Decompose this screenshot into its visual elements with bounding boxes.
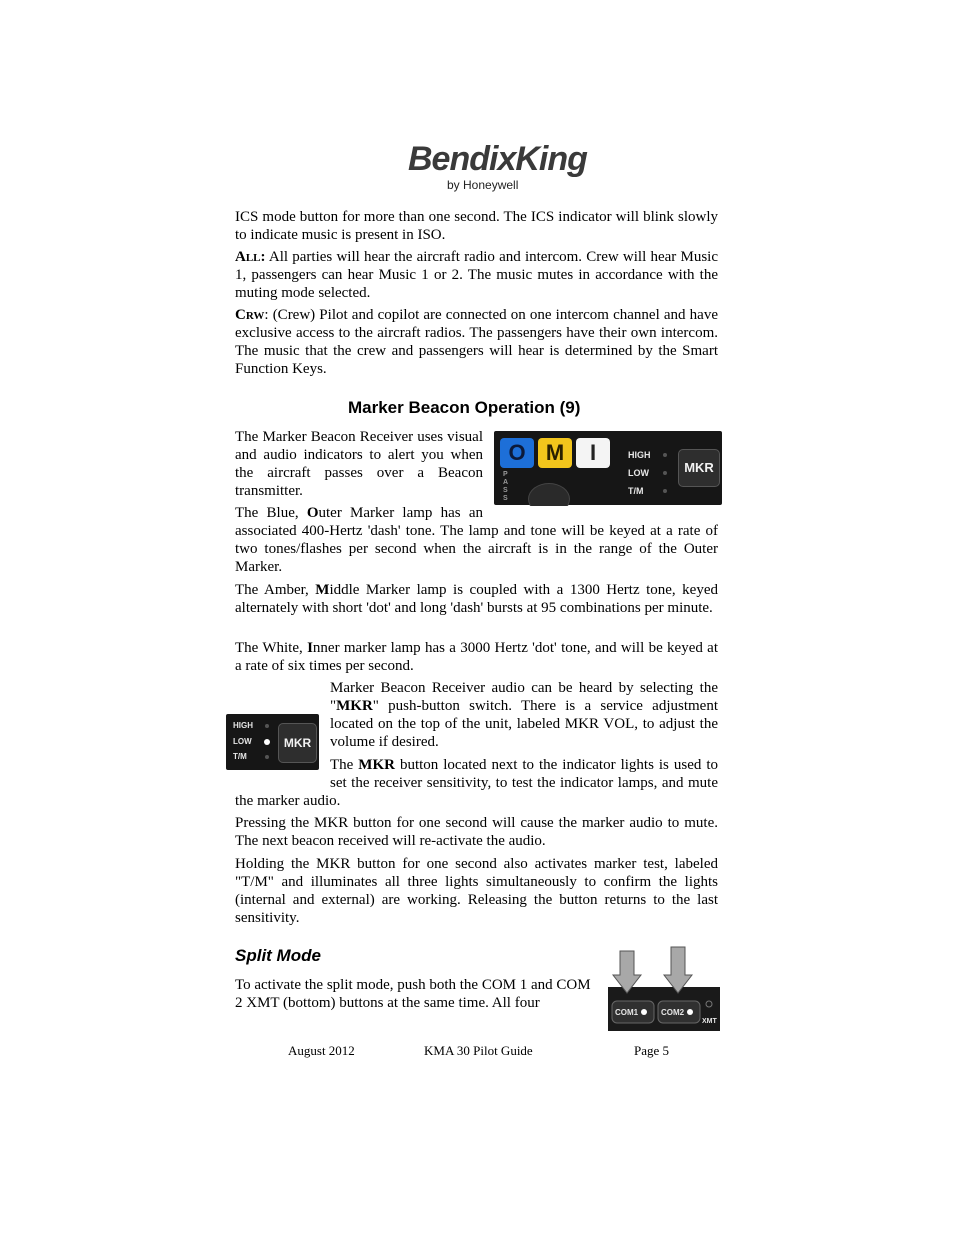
mkr-button-c: button located next to the indicator lights is used to set the receiver sensitivity, to test the indicator lamps, and mute the marker audio. [235,757,718,809]
mute-text: Pressing the MKR button for one second will cause the marker audio to mute. The next beacon received will re-activate the audio. [235,815,718,849]
inner-text-c: nner marker lamp has a 3000 Hertz 'dot' tone, and will be keyed at a rate of six times per second. [235,640,718,674]
mkr-select-c: " push-button switch. There is a service adjustment located on the top of the unit, labeled MKR VOL, to adjust the volume if desired. [330,698,718,750]
middle-lamp-letter: M [545,440,565,465]
inner-marker-paragraph [235,639,718,675]
tm-label: T/M [628,486,644,496]
logo-wordmark: BendixKing [408,140,587,178]
crew-mode-paragraph [235,306,718,378]
bendixking-logo [408,140,587,196]
outer-letter: O [306,505,319,521]
mkr-button-b: MKR [358,757,395,773]
mkr-button [678,449,720,487]
all-mode-paragraph [235,248,718,302]
wrap-spacer-3 [235,756,330,792]
inner-text-a: The White, [235,640,308,656]
outer-marker-paragraph [235,504,718,576]
mkr-select-paragraph [235,679,718,751]
inner-letter: I [307,640,313,656]
pass-label: PASS [503,471,509,502]
mkr-button-label: MKR [684,460,714,475]
footer-date: August 2012 [288,1043,355,1058]
xmt-label: XMT [702,1018,717,1025]
crew-mode-label: Crw [235,307,265,323]
com-buttons-image [608,945,720,1031]
inner-marker-lamp [576,438,610,468]
small-low-label: LOW [233,737,252,746]
split-mode-heading: Split Mode [235,946,321,965]
small-tm-label: T/M [233,752,247,761]
small-high-label: HIGH [233,721,253,730]
all-mode-text: All parties will hear the aircraft radio and intercom. Crew will hear Music 1, passengers can hear Music 1 or 2. The music mutes in accordance with the muting mode selected. [235,249,718,301]
com2-arrow-icon [664,947,692,993]
middle-text-c: iddle Marker lamp is coupled with a 1300 Hertz tone, keyed alternately with short 'dot' and long 'dash' bursts at 95 combinations per minute. [235,582,718,616]
high-indicator-dot [663,453,667,457]
footer-page: Page 5 [634,1043,670,1058]
inner-lamp-letter: I [589,440,597,465]
tm-indicator-dot [663,489,667,493]
mkr-select-b: MKR [336,698,373,714]
outer-marker-lamp [500,438,534,468]
middle-marker-paragraph [235,581,718,617]
marker-beacon-heading: Marker Beacon Operation (9) [348,398,581,417]
footer-title: KMA 30 Pilot Guide [424,1043,533,1058]
marker-lamp-panel-image [494,431,722,505]
small-mkr-label: MKR [283,736,312,750]
split-mode-paragraph [235,976,600,1012]
marker-intro-paragraph [235,428,483,500]
outer-text-c: uter Marker lamp has an associated 400-Hertz 'dash' tone. The lamp and tone will be keyed at a rate of two tones/flashes per second when the aircraft is in the range of the Outer Marker. [235,505,718,575]
high-label: HIGH [628,450,651,460]
mkr-button-a: The [330,757,359,773]
wrap-spacer [483,504,718,522]
outer-lamp-letter: O [508,440,526,465]
intro-text: ICS mode button for more than one second. The ICS indicator will blink slowly to indicate music is present in ISO. [235,209,718,243]
split-mode-text: To activate the split mode, push both the COM 1 and COM 2 XMT (bottom) buttons at the same time. All four [235,977,591,1011]
all-mode-label: All: [235,249,266,265]
mkr-button-paragraph [235,756,718,810]
marker-intro-text: The Marker Beacon Receiver uses visual and audio indicators to alert you when the aircraft passes over a Beacon transmitter. [235,429,483,499]
com2-dot-icon [687,1009,693,1015]
middle-text-a: The Amber, [235,582,316,598]
com1-dot-icon [641,1009,647,1015]
logo-subtitle: by Honeywell [447,178,519,192]
mute-paragraph [235,814,718,850]
low-indicator-dot [663,471,667,475]
low-label: LOW [628,468,649,478]
mkr-select-a: Marker Beacon Receiver audio can be heard by selecting the " [330,680,718,714]
intro-paragraph [235,208,718,244]
crew-mode-text: : (Crew) Pilot and copilot are connected on one intercom channel and have exclusive access to the aircraft radios. The passengers have their own intercom. The music that the crew and passengers will hear is determined by the Smart Function Keys. [235,307,718,377]
middle-letter: M [315,582,330,598]
marker-test-text: Holding the MKR button for one second also activates marker test, labeled "T/M" and illuminates all three lights simultaneously to confirm the lights (internal and external) are working. Releasing the button returns to the last sensitivity. [235,856,718,926]
com1-arrow-icon [613,951,641,993]
com1-label: COM1 [615,1008,639,1017]
com2-label: COM2 [661,1008,685,1017]
marker-test-paragraph [235,855,718,927]
middle-marker-lamp [538,438,572,468]
wrap-spacer-2 [235,697,330,751]
outer-text-a: The Blue, [235,505,307,521]
